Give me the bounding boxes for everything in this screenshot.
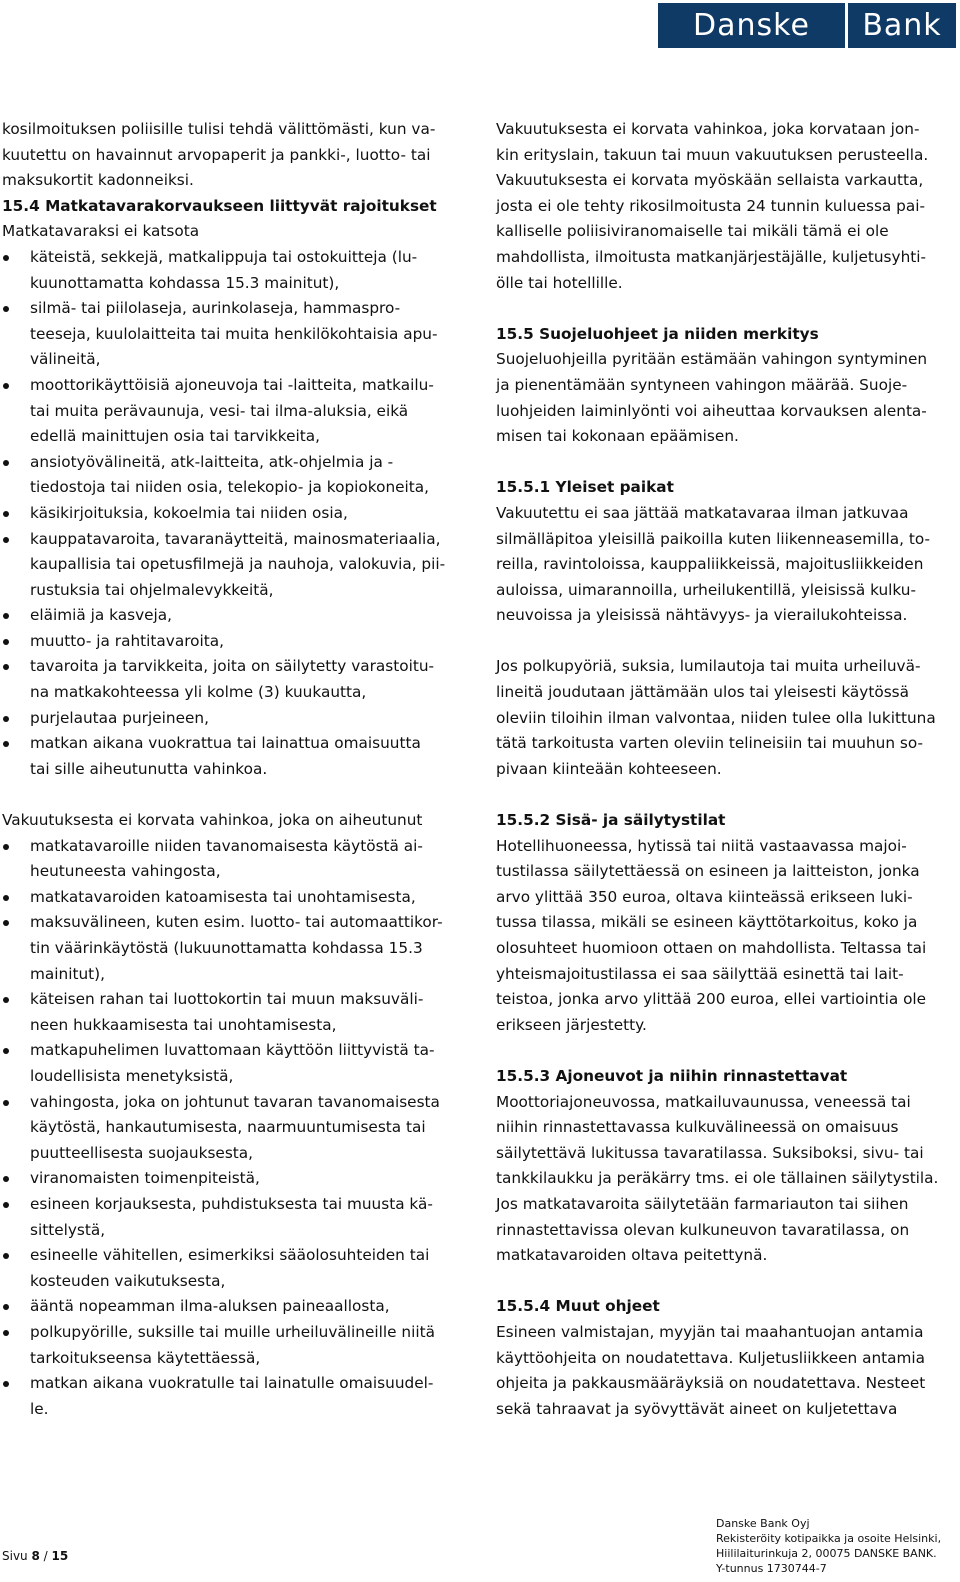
text-line: silmälläpitoa yleisillä paikoilla kuten liikenneasemilla, to- [496,529,931,548]
page-label: Sivu [2,1549,28,1563]
text-line: matkatavaroiden katoamisesta tai unohtamisesta, [30,887,416,906]
text-line: edellä mainittujen osia tai tarvikkeita, [30,427,320,446]
text-line: matkatavaroille niiden tavanomaisesta käytöstä ai- [30,836,423,855]
text-line: muutto- ja rahtitavaroita, [30,631,224,650]
text-line: le. [30,1399,49,1418]
list-item [2,1192,464,1243]
text-line: rustuksia tai ohjelmalevykkeitä, [30,580,274,599]
text-line: heutuneesta vahingosta, [30,862,221,881]
text-line: kalliselle poliisiviranomaiselle tai mikäli tämä ei ole [496,222,889,241]
text-line: puutteellisesta suojauksesta, [30,1143,254,1162]
text-line: ja pienentämään syntyneen vahingon määrää. Suoje- [496,375,908,394]
text-line: matkan aikana vuokratulle tai lainatulle omaisuudel- [30,1374,434,1393]
list-item [2,603,464,629]
list-item [2,527,464,604]
danske-bank-logo [658,3,956,48]
text-line: välineitä, [30,350,101,369]
text-line: Vakuutuksesta ei korvata myöskään sellaista varkautta, [496,171,924,190]
text-line: käytöstä, hankautumisesta, naarmuuntumisesta tai [30,1118,426,1137]
text-line: josta ei ole tehty rikosilmoitusta 24 tunnin kuluessa pai- [496,196,926,215]
text-line: eläimiä ja kasveja, [30,606,173,625]
left-column [2,117,464,1422]
excluded-damages-list [2,834,464,1423]
paragraph-spacer [496,782,957,808]
text-line: lineitä joudutaan jättämään ulos tai yleisesti käytössä [496,683,910,702]
section-heading-15-5-4: 15.5.4 Muut ohjeet [496,1297,660,1316]
page-number [2,1548,68,1564]
section-heading-15-5: 15.5 Suojeluohjeet ja niiden merkitys [496,324,819,343]
text-line: tai muita perävaunuja, vesi- tai ilma-aluksia, eikä [30,401,409,420]
text-line: kosteuden vaikutuksesta, [30,1271,226,1290]
list-item [2,885,464,911]
intro-paragraph [2,117,464,194]
text-line: tai sille aiheutunutta vahinkoa. [30,759,268,778]
list-item [2,1320,464,1371]
text-line: Suojeluohjeilla pyritään estämään vahingon syntyminen [496,350,928,369]
text-line: erikseen järjestetty. [496,1015,647,1034]
text-line: mainitut), [30,964,105,983]
text-line: ääntä nopeamman ilma-aluksen paineaallosta, [30,1297,390,1316]
text-line: na matkakohteessa yli kolme (3) kuukautta, [30,683,367,702]
text-line: silmä- tai piilolaseja, aurinkolaseja, hammaspro- [30,299,401,318]
text-line: niihin rinnastettavassa kulkuvälineessä on omaisuus [496,1118,899,1137]
paragraph-spacer [496,450,957,476]
list-item [2,654,464,705]
text-line: esineen korjauksesta, puhdistuksesta tai muusta kä- [30,1194,433,1213]
text-line: tätä tarkoitusta varten oleviin telineisiin tai muuhun so- [496,734,924,753]
list-item [2,1090,464,1167]
list-item [2,1294,464,1320]
text-line: tavaroita ja tarvikkeita, joita on säilytetty varastoitu- [30,657,435,676]
text-line: neuvoissa ja yleisissä nähtävyys- ja vierailukohteissa. [496,606,908,625]
text-line: Moottoriajoneuvossa, matkailuvaunussa, veneessä tai [496,1092,911,1111]
text-line: Jos matkatavaroita säilytetään farmariauton tai siihen [496,1194,909,1213]
list-item [2,373,464,450]
text-line: neen hukkaamisesta tai unohtamisesta, [30,1015,337,1034]
text-line: pivaan kiinteään kohteeseen. [496,759,722,778]
text-line: maksuvälineen, kuten esim. luotto- tai automaattikor- [30,913,443,932]
logo-wordmark-danske: Danske [658,3,845,48]
current-page: 8 [31,1549,40,1563]
text-line: tarkoitukseensa käytettäessä, [30,1348,261,1367]
text-line: mahdollista, ilmoitusta matkanjärjestäjälle, kuljetusyhti- [496,247,927,266]
text-line: matkapuhelimen luvattomaan käyttöön liittyvistä ta- [30,1041,435,1060]
text-line: oleviin tiloihin ilman valvontaa, niiden tulee olla lukittuna [496,708,936,727]
logo-wordmark-bank: Bank [848,3,956,48]
section-heading-15-5-2: 15.5.2 Sisä- ja säilytystilat [496,811,726,830]
list-item [2,1243,464,1294]
section-heading-15-5-3: 15.5.3 Ajoneuvot ja niihin rinnastettavat [496,1066,848,1085]
text-line: olosuhteet huomioon ottaen on mahdollista. Teltassa tai [496,939,927,957]
text-line: misen tai kokonaan epäämisen. [496,427,739,446]
list-item [2,1038,464,1089]
text-line: sittelystä, [30,1220,106,1239]
section-body-15-5-1 [496,501,957,629]
text-line: matkatavaroiden oltava peitettynä. [496,1246,768,1265]
text-line: esineelle vähitellen, esimerkiksi sääolosuhteiden tai [30,1246,430,1265]
text-line: tiedostoja tai niiden osia, telekopio- ja kopiokoneita, [30,478,430,497]
list-item [2,1371,464,1422]
text-line: kosilmoituksen poliisille tulisi tehdä välittömästi, kun va- [2,120,436,138]
text-line: ölle tai hotellille. [496,273,623,292]
list-item [2,910,464,987]
text-line: vahingosta, joka on johtunut tavaran tavanomaisesta [30,1092,440,1111]
text-line: luohjeiden laiminlyönti voi aiheuttaa korvauksen alenta- [496,401,927,420]
section-heading-15-5-1: 15.5.1 Yleiset paikat [496,478,674,497]
text-line: kin erityslain, takuun tai muun vakuutuksen perusteella. [496,145,929,164]
page-separator: / [39,1549,52,1563]
text-line: ansiotyövälineitä, atk-laitteita, atk-ohjelmia ja - [30,452,394,471]
text-line: säilytettävä lukitussa tavaratilassa. Suksiboksi, sivu- tai [496,1143,924,1162]
total-pages: 15 [51,1549,69,1563]
paragraph-spacer [496,296,957,322]
text-line: teistoa, jonka arvo ylittää 200 euroa, ellei vartiointia ole [496,990,927,1009]
text-line: käteistä, sekkejä, matkalippuja tai ostokuitteja (lu- [30,247,418,266]
list-item [2,706,464,732]
list-item [2,731,464,782]
list-item [2,450,464,501]
list-item [2,629,464,655]
text-line: tustilassa säilytettäessä on esineen ja laitteiston, jonka [496,862,920,881]
text-line: Vakuutuksesta ei korvata vahinkoa, joka korvataan jon- [496,120,920,138]
text-line: ohjeita ja pakkausmääräyksiä on noudatettava. Nesteet [496,1374,926,1393]
text-line: viranomaisten toimenpiteistä, [30,1169,260,1188]
company-address: Hiililaiturinkuja 2, 00075 DANSKE BANK. [716,1547,937,1560]
list-item [2,1166,464,1192]
excluded-items-list [2,245,464,782]
text-line: polkupyörille, suksille tai muille urheiluvälineille niitä [30,1322,435,1341]
text-line: reilla, ravintoloissa, kauppaliikkeissä, majoitusliikkeiden [496,555,924,574]
text-line: rinnastettavissa olevan kulkuneuvon tavaratilassa, on [496,1220,910,1239]
paragraph-spacer [496,1269,957,1295]
paragraph-spacer [496,1038,957,1064]
text-line: moottorikäyttöisiä ajoneuvoja tai -laitteita, matkailu- [30,375,434,394]
text-line: yhteismajoitustilassa ei saa säilyttää esinettä tai lait- [496,964,904,983]
text-line: tankkilaukku ja peräkärry tms. ei ole tällainen säilytystila. [496,1169,939,1188]
text-line: tin väärinkäytöstä (lukuunottamatta kohdassa 15.3 [30,939,423,957]
section-body-15-5-1-paragraph-2 [496,654,957,782]
text-line: tussa tilassa, mikäli se esineen käyttötarkoitus, koko ja [496,913,918,932]
text-line: käteisen rahan tai luottokortin tai muun maksuväli- [30,990,424,1009]
intro-paragraph [496,117,957,296]
text-line: Vakuutettu ei saa jättää matkatavaraa ilman jatkuvaa [496,503,909,522]
section-body-15-5-4 [496,1320,957,1422]
company-name: Danske Bank Oyj [716,1517,810,1530]
text-line: kuunottamatta kohdassa 15.3 mainitut), [30,273,340,292]
text-line: käyttöohjeita on noudatettava. Kuljetusliikkeen antamia [496,1348,926,1367]
text-line: Jos polkupyöriä, suksia, lumilautoja tai muita urheiluvä- [496,657,921,676]
section-body-15-5-2 [496,834,957,1039]
text-line: Hotellihuoneessa, hytissä tai niitä vastaavassa majoi- [496,836,907,855]
text-line: Esineen valmistajan, myyjän tai maahantuojan antamia [496,1322,924,1341]
text-line: kaupallisia tai opetusfilmejä ja nauhoja, valokuvia, pii- [30,555,446,574]
text-line: auloissa, uimarannoilla, urheilukentillä, yleisissä kulku- [496,580,917,599]
list-item [2,296,464,373]
text-line: matkan aikana vuokrattua tai lainattua omaisuutta [30,734,421,753]
text-line: purjelautaa purjeineen, [30,708,209,727]
text-line: käsikirjoituksia, kokoelmia tai niiden osia, [30,503,348,522]
section-body-15-5-3 [496,1090,957,1269]
list-item [2,501,464,527]
business-id: Y-tunnus 1730744-7 [716,1562,827,1575]
company-footer [716,1516,941,1576]
company-registration: Rekisteröity kotipaikka ja osoite Helsinki, [716,1532,942,1545]
list-intro: Matkatavaraksi ei katsota [2,222,200,241]
paragraph-spacer [496,629,957,655]
right-column [496,117,957,1422]
text-line: kuutettu on havainnut arvopaperit ja pankki-, luotto- tai [2,145,431,164]
section-body-15-5 [496,347,957,449]
list-item [2,834,464,885]
list-item [2,245,464,296]
text-line: loudellisista menetyksistä, [30,1066,234,1085]
text-line: sekä tahraavat ja syövyttävät aineet on kuljetettava [496,1399,898,1418]
section-heading-15-4: 15.4 Matkatavarakorvaukseen liittyvät rajoitukset [2,196,437,215]
list-item [2,987,464,1038]
list-intro: Vakuutuksesta ei korvata vahinkoa, joka on aiheutunut [2,811,423,830]
text-line: teeseja, kuulolaitteita tai muita henkilökohtaisia apu- [30,324,438,343]
paragraph-spacer [2,782,464,808]
text-line: maksukortit kadonneiksi. [2,171,194,190]
text-line: kauppatavaroita, tavaranäytteitä, mainosmateriaalia, [30,529,441,548]
text-line: arvo ylittää 350 euroa, oltava kiinteässä erikseen luki- [496,887,913,906]
